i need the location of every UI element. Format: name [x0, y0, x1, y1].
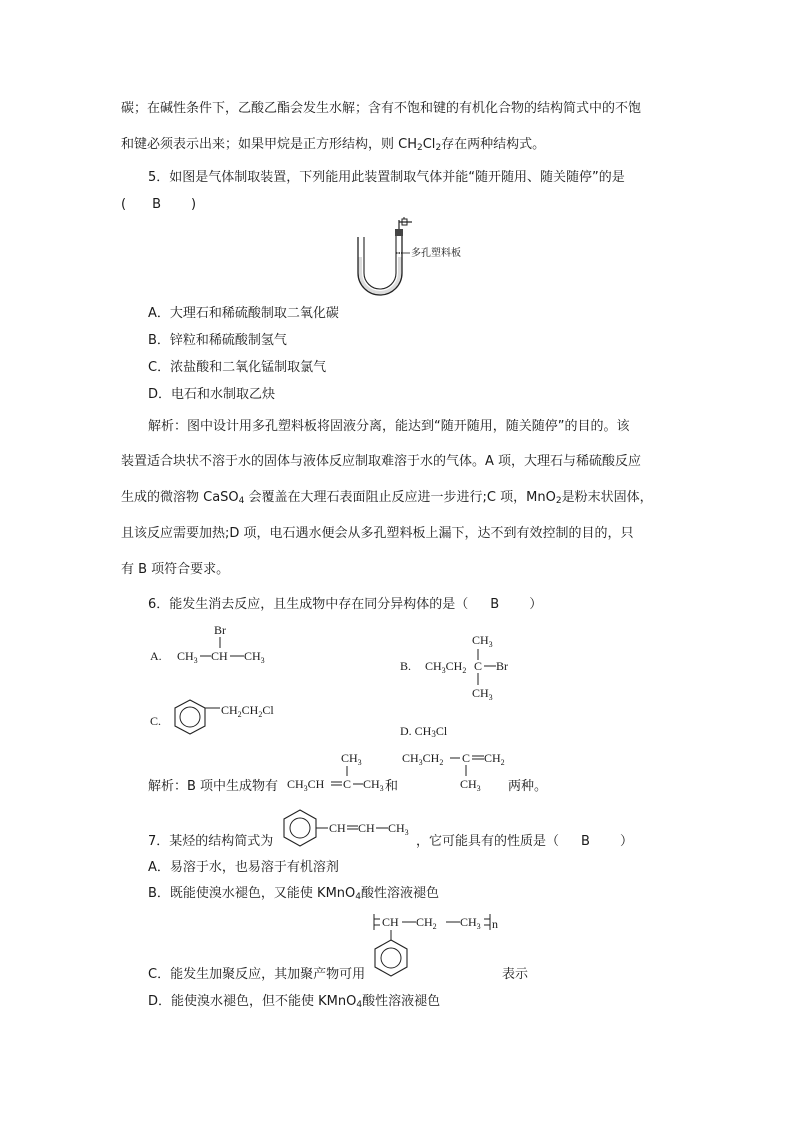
q7-option-a: A．易溶于水，也易溶于有机溶剂 — [148, 860, 339, 875]
svg-text:CH3CH: $CH_3CH$ — [287, 777, 325, 793]
benzene-ring-icon — [175, 700, 205, 734]
q5-analysis-4: 且该反应需要加热;D 项，电石遇水便会从多孔塑料板上漏下，达不到有效控制的目的，只 — [121, 526, 634, 541]
apparatus-figure — [340, 215, 480, 305]
svg-text:C: C — [462, 751, 471, 765]
q6-answer: B — [490, 597, 500, 612]
svg-text:CH3: $CH_3$ — [244, 649, 265, 665]
svg-text:CH2: $CH_2$ — [416, 915, 437, 931]
q7-stem-b: ，它可能具有的性质是（ B ） — [416, 834, 633, 849]
q5-option-a: A．大理石和稀硫酸制取二氧化碳 — [148, 306, 339, 321]
q5-analysis-2: 装置适合块状不溶于水的固体与液体反应制取难溶于水的气体。A 项，大理石与稀硫酸反应 — [121, 454, 642, 469]
benzene-ring-icon — [284, 810, 316, 846]
intro-line-1: 碳；在碱性条件下，乙酸乙酯会发生水解；含有不饱和键的有机化合物的结构简式中的不饱 — [121, 101, 642, 116]
q7-option-c-tail: 表示 — [502, 967, 529, 982]
svg-text:Br: Br — [496, 659, 508, 673]
q6-option-a-structure — [150, 622, 310, 672]
svg-text:CH3: $CH_3$ — [341, 751, 362, 767]
svg-text:CH: CH — [211, 649, 228, 663]
intro-line-2: 和键必须表示出来；如果甲烷是正方形结构，则 $CH_2Cl_2$存在两种结构式。 — [121, 137, 546, 153]
svg-text:CH2: $CH_2$ — [484, 751, 505, 767]
svg-text:CH3: $CH_3$ — [388, 821, 409, 837]
svg-text:CH3CH2: $CH_3CH_2$ — [402, 751, 444, 767]
svg-text:A.: A. — [150, 649, 162, 663]
q5-analysis-3: 生成的微溶物 CaSO$_4$ 会覆盖在大理石表面阻止反应进一步进行;C 项，MnO$_2$是粉末状固体， — [121, 490, 653, 506]
q7-option-b: B．既能使溴水褪色，又能使 KMnO$_4$酸性溶液褪色 — [148, 886, 440, 902]
svg-text:CH: CH — [382, 915, 399, 929]
svg-text:n: n — [492, 917, 498, 931]
q6-option-c-structure — [150, 692, 310, 742]
q5-stem: 5．如图是气体制取装置，下列能用此装置制取气体并能“随开随用、随关随停”的是 — [148, 170, 625, 185]
q7-structure — [280, 806, 420, 850]
q5-analysis-5: 有 B 项符合要求。 — [121, 562, 230, 577]
svg-text:CH3CH2: $CH_3CH_2$ — [425, 659, 467, 675]
q7-option-d: D．能使溴水褪色，但不能使 KMnO$_4$酸性溶液褪色 — [148, 994, 441, 1010]
svg-text:CH3: $CH_3$ — [472, 686, 493, 702]
q5-option-b: B．锌粒和稀硫酸制氢气 — [148, 333, 287, 348]
q7-stem-a: 7．某烃的结构简式为 — [148, 834, 274, 849]
q6-stem: 6．能发生消去反应，且生成物中存在同分异构体的是（ B ） — [148, 597, 543, 612]
svg-text:CH3: $CH_3$ — [472, 633, 493, 649]
svg-text:CH2CH2Cl: $CH_2CH_2Cl$ — [221, 703, 274, 719]
q7-option-c: C．能发生加聚反应，其加聚产物可用 — [148, 967, 366, 982]
svg-text:CH3: $CH_3$ — [460, 777, 481, 793]
q5-analysis-1: 解析：图中设计用多孔塑料板将固液分离，能达到“随开随用，随关随停”的目的。该 — [148, 419, 630, 434]
q6-analysis-product-2 — [402, 750, 522, 810]
figure-label: 多孔塑料板 — [411, 248, 461, 259]
q6-option-d: D. $CH_3Cl$ — [400, 724, 448, 739]
q6-option-b-structure — [400, 630, 540, 710]
svg-text:CH: CH — [329, 821, 346, 835]
q6-analysis-and: 和 — [385, 779, 399, 794]
q6-analysis-suffix: 两种。 — [508, 779, 548, 794]
benzene-ring-icon — [375, 940, 407, 976]
svg-text:CH3: $CH_3$ — [460, 915, 481, 931]
svg-text:C: C — [474, 659, 483, 673]
q5-option-d: D．电石和水制取乙炔 — [148, 387, 276, 402]
svg-text:CH: CH — [358, 821, 375, 835]
svg-text:C: C — [343, 777, 352, 791]
svg-text:CH3: $CH_3$ — [363, 777, 384, 793]
svg-text:CH3: $CH_3$ — [177, 649, 198, 665]
svg-text:C.: C. — [150, 714, 162, 728]
q5-answer: B — [152, 197, 161, 212]
q5-option-c: C．浓盐酸和二氧化锰制取氯气 — [148, 360, 327, 375]
q6-analysis-prefix: 解析：B 项中生成物有 — [148, 779, 279, 794]
svg-text:Br: Br — [214, 623, 226, 637]
q7-answer: B — [581, 834, 590, 849]
svg-text:B.: B. — [400, 659, 412, 673]
q5-answer-line: ( B ) — [121, 197, 197, 212]
